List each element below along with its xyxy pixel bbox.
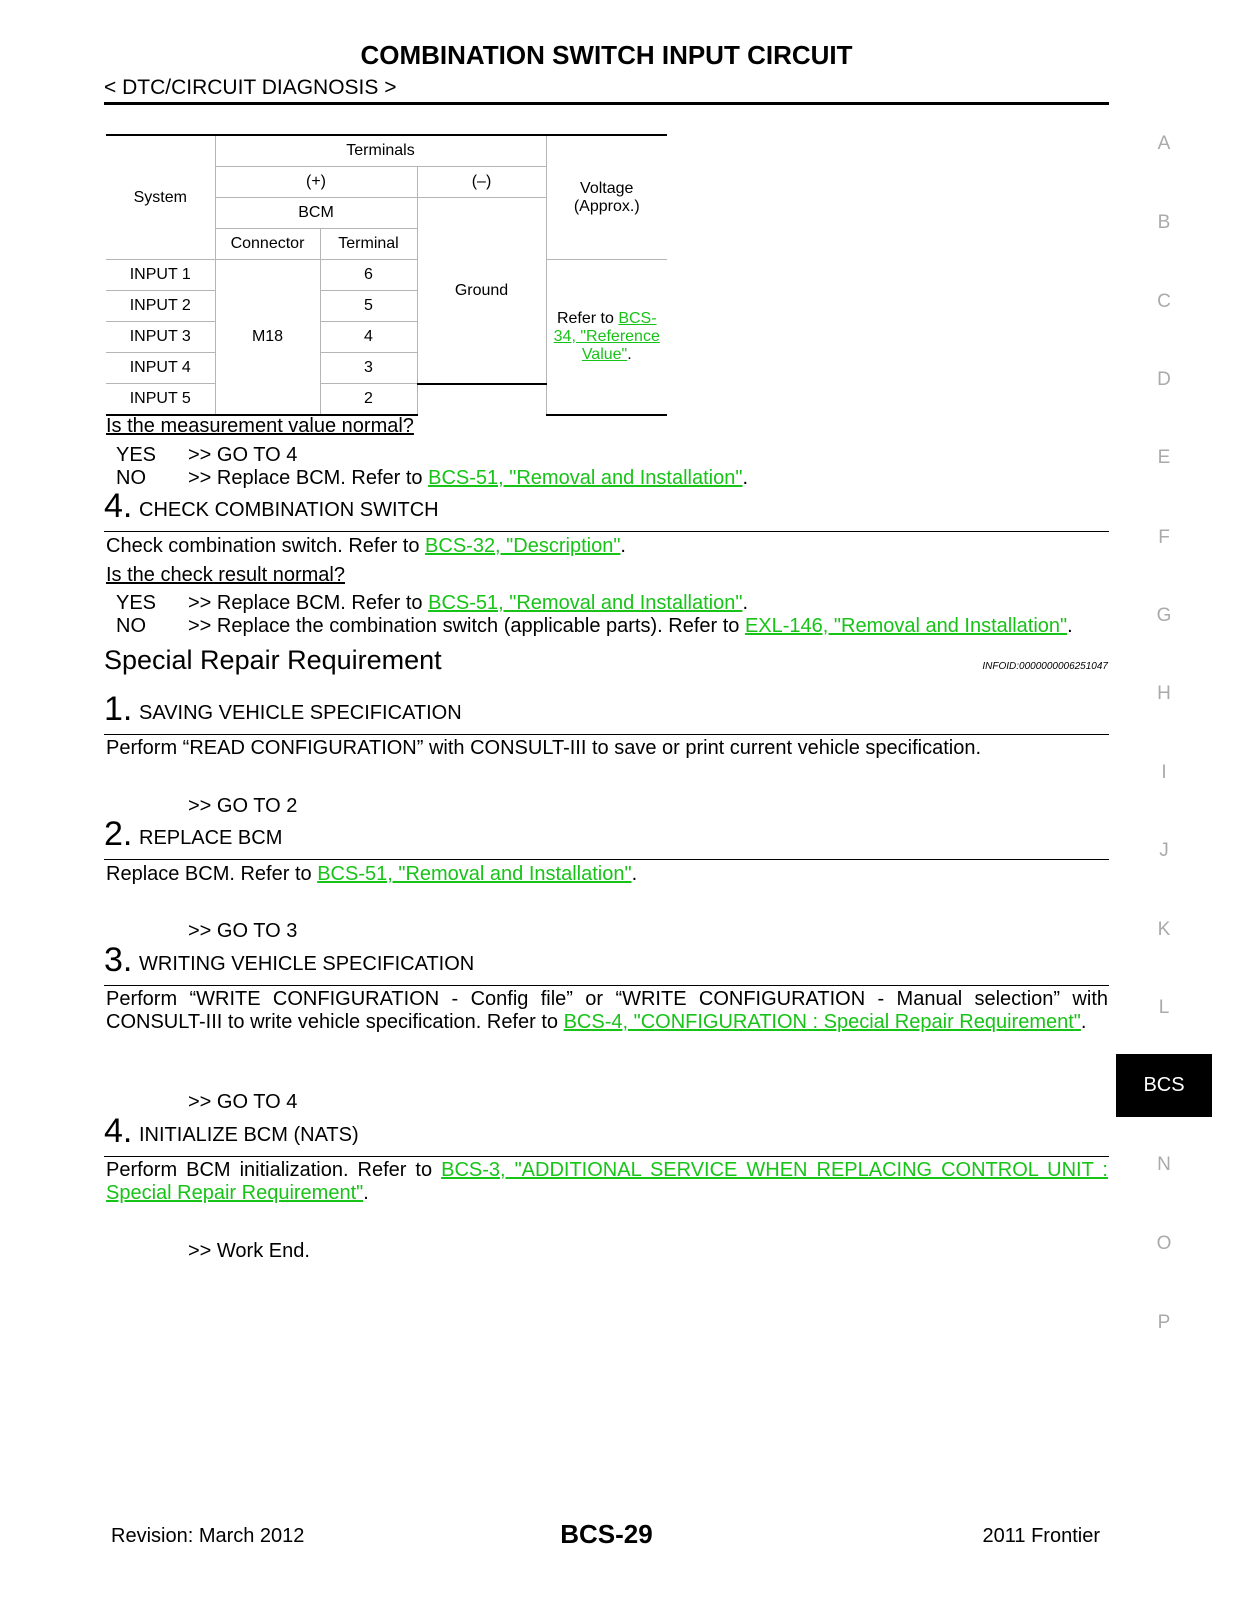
system-cell: INPUT 4	[106, 353, 215, 384]
no-prefix: >> Replace the combination switch (applicable parts). Refer to	[188, 615, 745, 637]
goto-text: >> GO TO 3	[188, 920, 298, 942]
yes-label: YES	[116, 592, 157, 614]
index-tab-d[interactable]: D	[1157, 369, 1171, 390]
step-title: INITIALIZE BCM (NATS)	[139, 1124, 359, 1146]
system-header: System	[106, 135, 215, 260]
voltage-cell	[546, 260, 667, 416]
bcs-51-link[interactable]: BCS-51, "Removal and Installation"	[428, 592, 743, 614]
terminal-voltage-table	[106, 134, 667, 416]
step-number: 2.	[104, 815, 133, 853]
yes-suffix: .	[742, 592, 749, 614]
index-tab-c[interactable]: C	[1157, 291, 1171, 312]
step-divider	[104, 859, 1109, 860]
body-suffix: .	[620, 535, 626, 557]
yes-label: YES	[116, 444, 157, 466]
terminal-cell: 3	[320, 353, 417, 384]
terminal-cell: 2	[320, 384, 417, 416]
bcs-51-link[interactable]: BCS-51, "Removal and Installation"	[428, 467, 743, 489]
step-number: 4.	[104, 1112, 133, 1150]
step-divider	[104, 531, 1109, 532]
step-number: 1.	[104, 690, 133, 728]
goto-text: >> Work End.	[188, 1240, 310, 1262]
terminal-cell: 6	[320, 260, 417, 291]
body-prefix: Check combination switch. Refer to	[106, 535, 426, 557]
index-tab-k[interactable]: K	[1157, 919, 1171, 940]
bcs-34-reference-link[interactable]: BCS-34, "Reference Value"	[553, 310, 660, 363]
step-body	[106, 988, 1108, 1034]
system-cell: INPUT 1	[106, 260, 215, 291]
no-answer	[116, 467, 1106, 491]
no-text	[188, 615, 1073, 638]
index-tab-e[interactable]: E	[1157, 447, 1171, 468]
model-text: 2011 Frontier	[982, 1525, 1100, 1547]
body-prefix: Perform “WRITE CONFIGURATION - Config file” or “WRITE CONFIGURATION - Manual selection” with CONSULT-III to write vehicle specification. Refer to	[106, 988, 1108, 1033]
terminal-header: Terminal	[320, 229, 417, 260]
system-cell: INPUT 5	[106, 384, 215, 416]
step-number: 4.	[104, 487, 133, 525]
section-breadcrumb: < DTC/CIRCUIT DIAGNOSIS >	[104, 76, 397, 99]
step-divider	[104, 734, 1109, 735]
terminal-cell: 4	[320, 322, 417, 353]
no-suffix: .	[1067, 615, 1073, 637]
revision-text: Revision: March 2012	[111, 1525, 305, 1547]
body-suffix: .	[363, 1182, 369, 1204]
index-tab-h[interactable]: H	[1157, 683, 1171, 704]
minus-header: (–)	[417, 167, 546, 198]
no-suffix: .	[742, 467, 749, 489]
system-cell: INPUT 3	[106, 322, 215, 353]
step-number: 3.	[104, 941, 133, 979]
no-text	[188, 467, 748, 490]
index-tab-b[interactable]: B	[1157, 212, 1171, 233]
check-question: Is the check result normal?	[106, 564, 345, 586]
system-cell: INPUT 2	[106, 291, 215, 322]
step-body	[106, 1159, 1108, 1205]
step-body: Perform “READ CONFIGURATION” with CONSULT-III to save or print current vehicle specification.	[106, 737, 982, 759]
exl-146-link[interactable]: EXL-146, "Removal and Installation"	[744, 615, 1068, 637]
terminals-header: Terminals	[215, 135, 546, 167]
index-tab-n[interactable]: N	[1157, 1154, 1171, 1175]
yes-text: >> GO TO 4	[188, 444, 298, 466]
connector-header: Connector	[215, 229, 320, 260]
body-suffix: .	[1080, 1011, 1087, 1033]
step-body	[106, 863, 637, 886]
body-suffix: .	[631, 863, 638, 885]
no-answer	[116, 615, 1106, 639]
connector-cell: M18	[215, 260, 320, 416]
index-tab-p[interactable]: P	[1157, 1312, 1171, 1333]
index-tab-i[interactable]: I	[1161, 762, 1167, 783]
bcm-header: BCM	[215, 198, 417, 229]
info-id: INFOID:0000000006251047	[982, 661, 1108, 672]
page-number: BCS-29	[560, 1519, 653, 1549]
no-label: NO	[116, 615, 146, 637]
plus-header: (+)	[215, 167, 417, 198]
no-prefix: >> Replace BCM. Refer to	[188, 467, 429, 489]
index-tab-o[interactable]: O	[1156, 1233, 1172, 1254]
header-divider	[104, 102, 1109, 105]
step-divider	[104, 1156, 1109, 1157]
index-tab-j[interactable]: J	[1159, 840, 1169, 861]
step-divider	[104, 985, 1109, 986]
step-title: REPLACE BCM	[139, 827, 283, 849]
no-label: NO	[116, 467, 146, 489]
measurement-question: Is the measurement value normal?	[106, 415, 414, 437]
goto-text: >> GO TO 2	[188, 795, 298, 817]
bcs-4-link[interactable]: BCS-4, "CONFIGURATION : Special Repair Requirement"	[563, 1011, 1081, 1033]
goto-text: >> GO TO 4	[188, 1091, 298, 1113]
index-tab-g[interactable]: G	[1156, 605, 1172, 626]
ground-cell: Ground	[417, 198, 546, 384]
yes-prefix: >> Replace BCM. Refer to	[188, 592, 429, 614]
step-title: SAVING VEHICLE SPECIFICATION	[139, 702, 462, 724]
voltage-suffix: .	[627, 346, 632, 363]
step-body	[106, 535, 626, 558]
index-tab-f[interactable]: F	[1158, 527, 1170, 548]
bcs-51-link[interactable]: BCS-51, "Removal and Installation"	[317, 863, 632, 885]
index-tab-a[interactable]: A	[1157, 133, 1171, 154]
voltage-prefix: Refer to	[556, 310, 619, 327]
page-title: COMBINATION SWITCH INPUT CIRCUIT	[360, 40, 853, 70]
step-title: WRITING VEHICLE SPECIFICATION	[139, 953, 475, 975]
step-title: CHECK COMBINATION SWITCH	[139, 499, 439, 521]
yes-text	[188, 592, 748, 615]
body-prefix: Replace BCM. Refer to	[106, 863, 318, 885]
voltage-header: Voltage (Approx.)	[546, 135, 667, 260]
index-tab-l[interactable]: L	[1158, 997, 1170, 1018]
terminal-cell: 5	[320, 291, 417, 322]
bcs-3-link[interactable]: BCS-3, "ADDITIONAL SERVICE WHEN REPLACING CONTROL UNIT : Special Repair Requirement"	[106, 1159, 1108, 1204]
body-prefix: Perform BCM initialization. Refer to	[106, 1159, 442, 1181]
yes-answer	[116, 444, 1106, 468]
bcs-32-link[interactable]: BCS-32, "Description"	[425, 535, 621, 557]
yes-answer	[116, 592, 1106, 616]
index-tab-bcs-active[interactable]: BCS	[1116, 1054, 1212, 1117]
section-title: Special Repair Requirement	[104, 645, 442, 675]
